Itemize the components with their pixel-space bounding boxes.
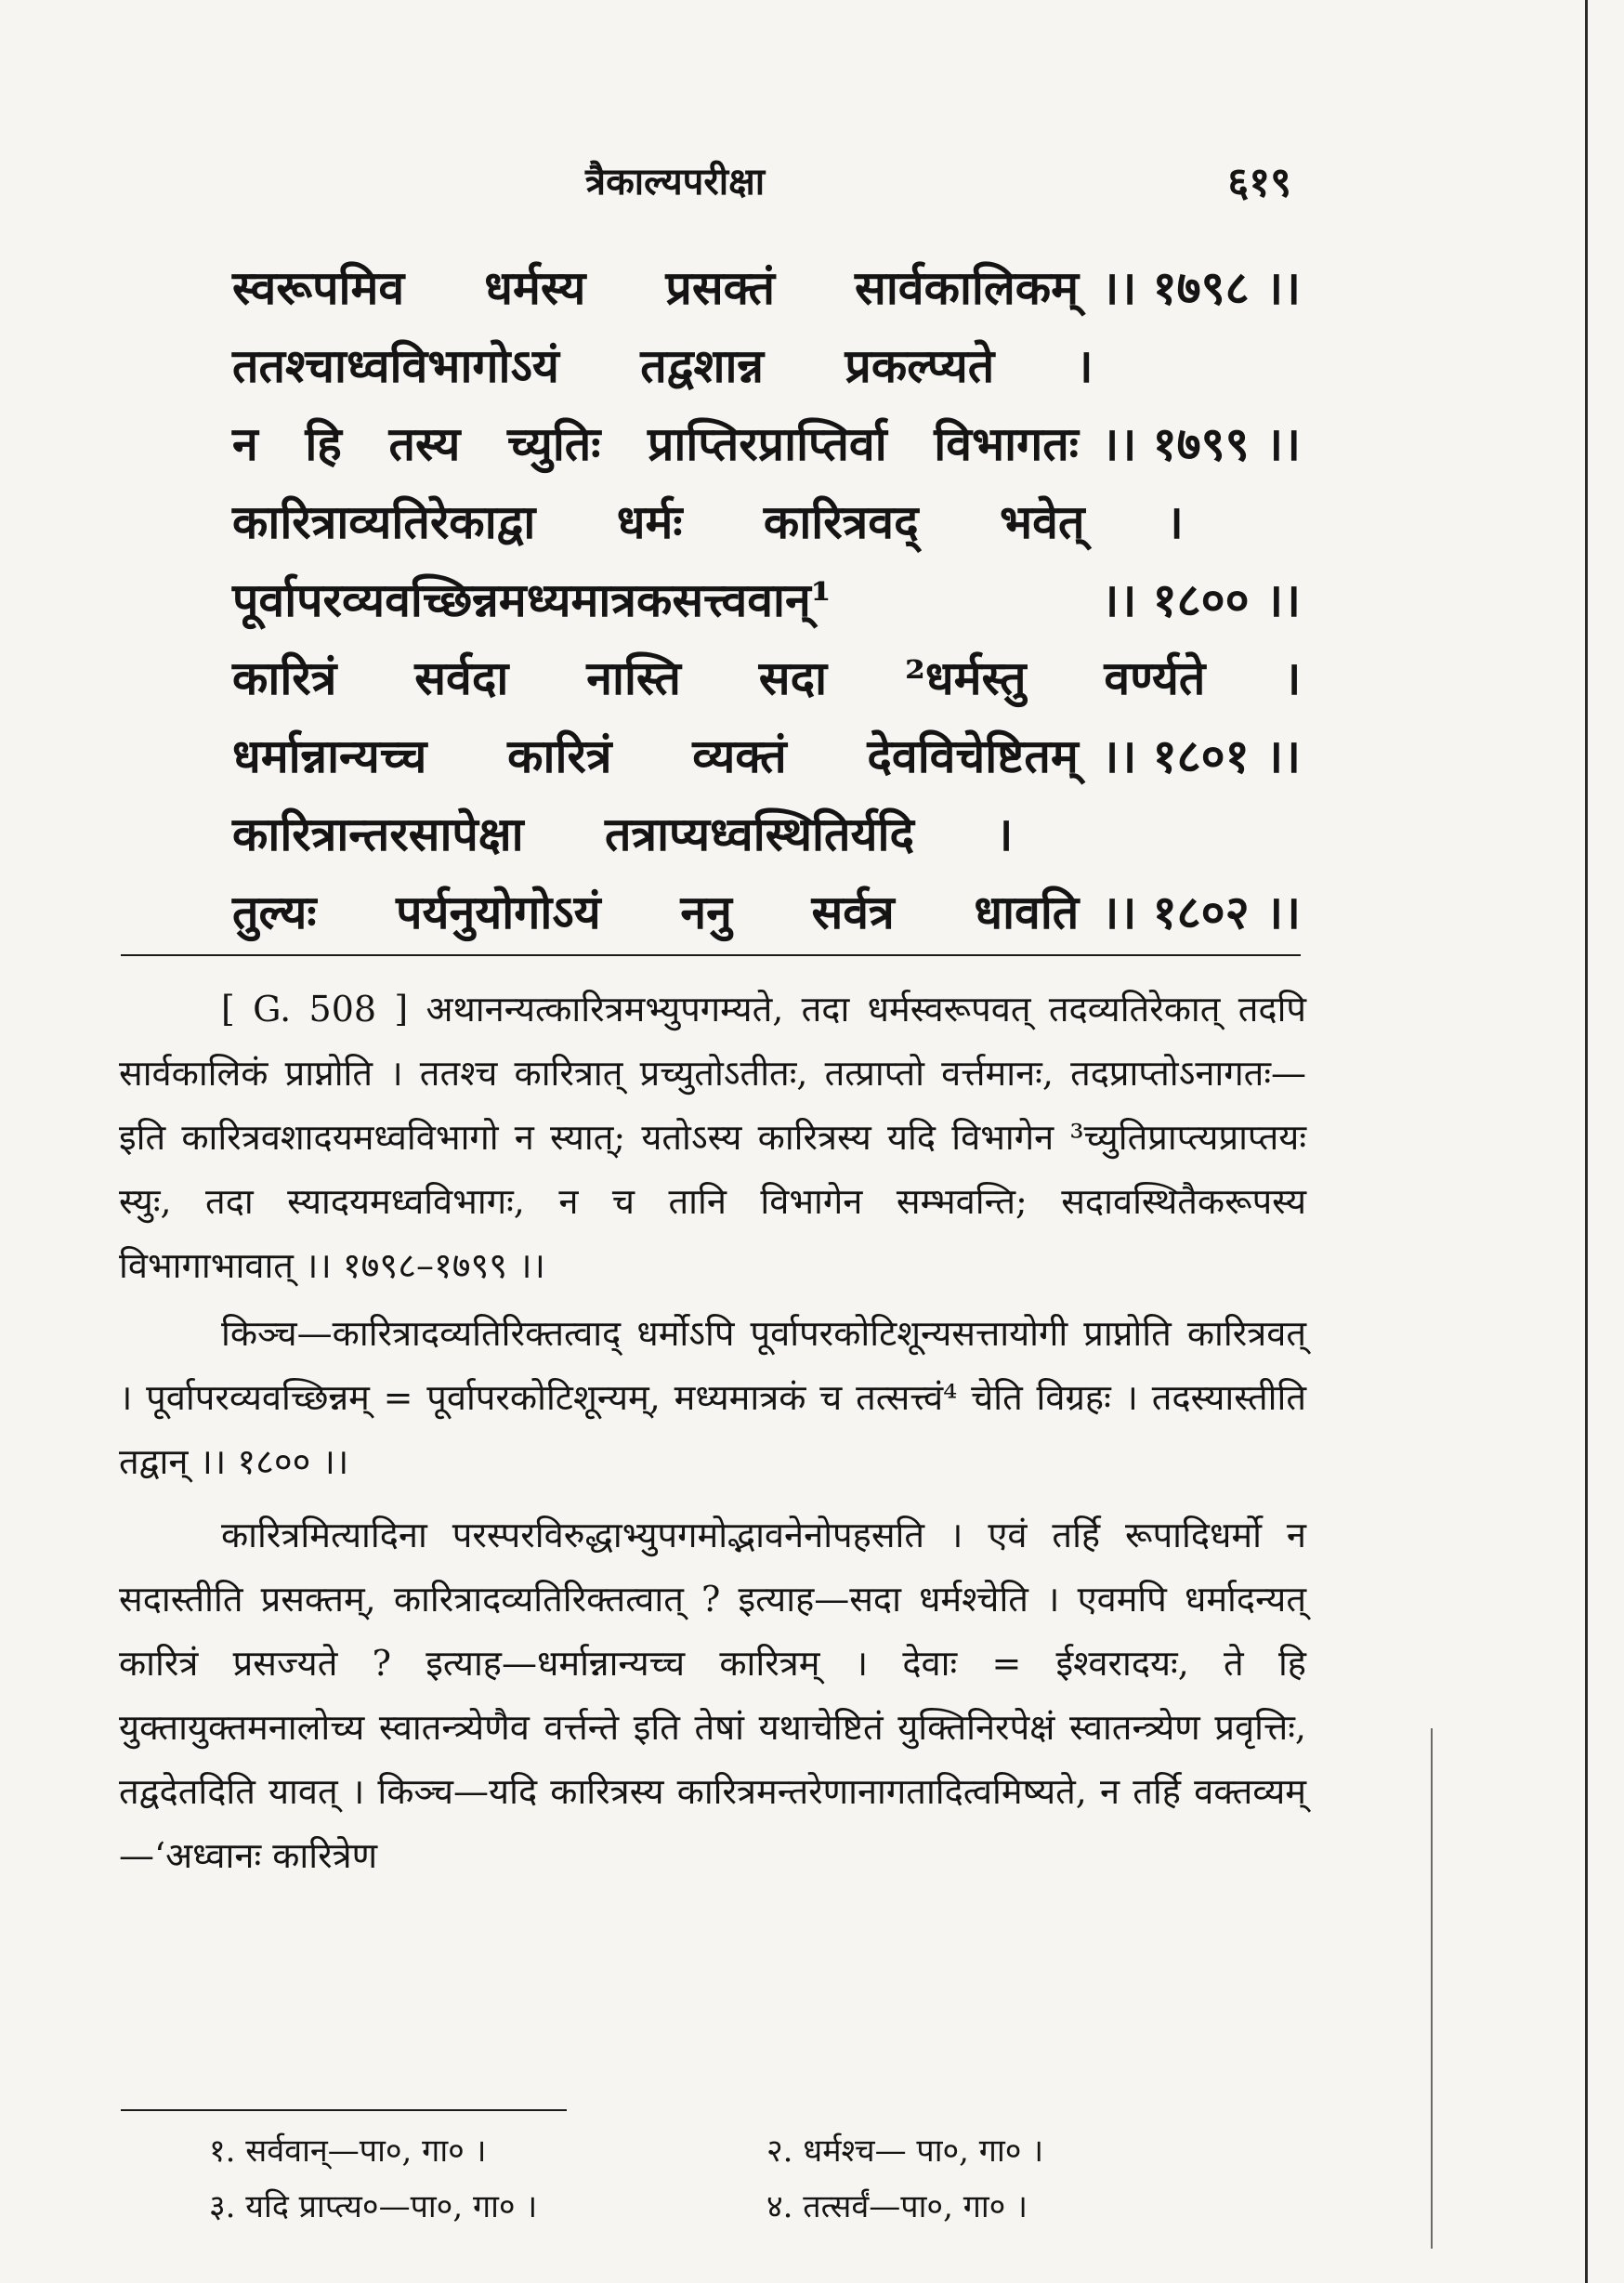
verse-line <box>232 873 1301 951</box>
verse-line <box>232 249 1301 327</box>
scan-artifact-line <box>1431 1728 1433 2249</box>
verse-text: ततश्चाध्वविभागोऽयं तद्वशान्न प्रकल्प्यते । <box>232 338 1094 393</box>
verse-text: न हि तस्य च्युतिः प्राप्तिरप्राप्तिर्वा विभागतः <box>232 416 1079 471</box>
verse-number: ।। १७९८ ।। <box>1101 260 1301 315</box>
verse-line <box>232 717 1301 795</box>
verse-text: कारित्रान्तरसापेक्षा तत्राप्यध्वस्थितिर्यदि । <box>232 807 1014 861</box>
verse-number: ।। १८०१ ।। <box>1101 728 1301 783</box>
binding-edge <box>1585 0 1588 2283</box>
verse-number: ।। १८०० ।। <box>1101 572 1301 627</box>
verse-number: ।। १८०२ ।। <box>1101 885 1301 939</box>
footnote: ३. यदि प्राप्त्य०—पा०, गा० । <box>209 2188 538 2225</box>
verse-text: पूर्वापरव्यवच्छिन्नमध्यमात्रकसत्त्ववान्¹ <box>232 572 832 627</box>
verse-line <box>232 405 1301 483</box>
header-title: त्रैकाल्यपरीक्षा <box>585 160 766 203</box>
commentary-block <box>119 977 1306 1897</box>
running-header <box>121 149 1291 214</box>
verse-line <box>232 327 1301 405</box>
commentary-paragraph: किञ्च—कारित्रादव्यतिरिक्तत्वाद् धर्मोऽपि पूर्वापरकोटिशून्यसत्तायोगी प्राप्नोति कारित्रवत् । पूर्वापरव्यवच्छिन्नम् = पूर्वापरकोटिशून्यम्, मध्यमात्रकं च तत्सत्त्वं⁴ चेति विग्रहः । तदस्यास्तीति तद्वान् ।। १८०० ।। <box>119 1313 1306 1482</box>
verse-number: ।। १७९९ ।। <box>1101 416 1301 471</box>
page-number: ६१९ <box>1227 159 1291 206</box>
commentary-paragraph: [ G. 508 ] अथानन्यत्कारित्रमभ्युपगम्यते, तदा धर्मस्वरूपवत् तदव्यतिरेकात् तदपि सार्वकालिकं प्राप्नोति । ततश्च कारित्रात् प्रच्युतोऽतीतः, तत्प्राप्तो वर्त्तमानः, तदप्राप्तोऽनागतः—इति कारित्रवशादयमध्वविभागो न स्यात्; यतोऽस्य कारित्रस्य यदि विभागेन ³च्युतिप्राप्त्यप्राप्तयः स्युः, तदा स्यादयमध्वविभागः, न च तानि विभागेन सम्भवन्ति; सदावस्थितैकरूपस्य विभागाभावात् ।। १७९८–१७९९ ।। <box>119 989 1306 1286</box>
verse-line <box>232 639 1301 717</box>
footnote-row <box>209 2179 1138 2235</box>
verse-text: धर्मान्नान्यच्च कारित्रं व्यक्तं देवविचेष्टितम् <box>232 728 1079 783</box>
footnote-divider <box>121 2109 567 2111</box>
section-divider <box>121 954 1301 956</box>
verse-text: कारित्रं सर्वदा नास्ति सदा ²धर्मस्तु वर्ण्यते । <box>232 650 1302 705</box>
verse-line <box>232 561 1301 639</box>
verse-text: स्वरूपमिव धर्मस्य प्रसक्तं सार्वकालिकम् <box>232 260 1080 315</box>
verse-line <box>232 483 1301 561</box>
verse-text: कारित्राव्यतिरेकाद्वा धर्मः कारित्रवद् भवेत् । <box>232 494 1184 549</box>
verse-block <box>232 249 1301 951</box>
footnote: २. धर्मश्च— पा०, गा० । <box>766 2132 1044 2170</box>
verse-text: तुल्यः पर्यनुयोगोऽयं ननु सर्वत्र धावति <box>232 885 1080 939</box>
footnote-row <box>209 2123 1138 2179</box>
footnote: ४. तत्सर्वं—पा०, गा० । <box>766 2188 1028 2225</box>
footnote: १. सर्ववान्—पा०, गा० । <box>209 2132 487 2170</box>
verse-line <box>232 795 1301 873</box>
commentary-paragraph: कारित्रमित्यादिना परस्परविरुद्धाभ्युपगमोद्भावनेनोपहसति । एवं तर्हि रूपादिधर्मो न सदास्तीति प्रसक्तम्, कारित्रादव्यतिरिक्तत्वात् ? इत्याह—सदा धर्मश्चेति । एवमपि धर्मादन्यत् कारित्रं प्रसज्यते ? इत्याह—धर्मान्नान्यच्च कारित्रम् । देवाः = ईश्वरादयः, ते हि युक्तायुक्तमनालोच्य स्वातन्त्र्येणैव वर्त्तन्ते इति तेषां यथाचेष्टितं युक्तिनिरपेक्षं स्वातन्त्र्येण प्रवृत्तिः, तद्वदेतदिति यावत् । किञ्च—यदि कारित्रस्य कारित्रमन्तरेणानागतादित्वमिष्यते, न तर्हि वक्तव्यम्—‘अध्वानः कारित्रेण <box>119 1515 1306 1876</box>
footnotes <box>209 2123 1138 2235</box>
